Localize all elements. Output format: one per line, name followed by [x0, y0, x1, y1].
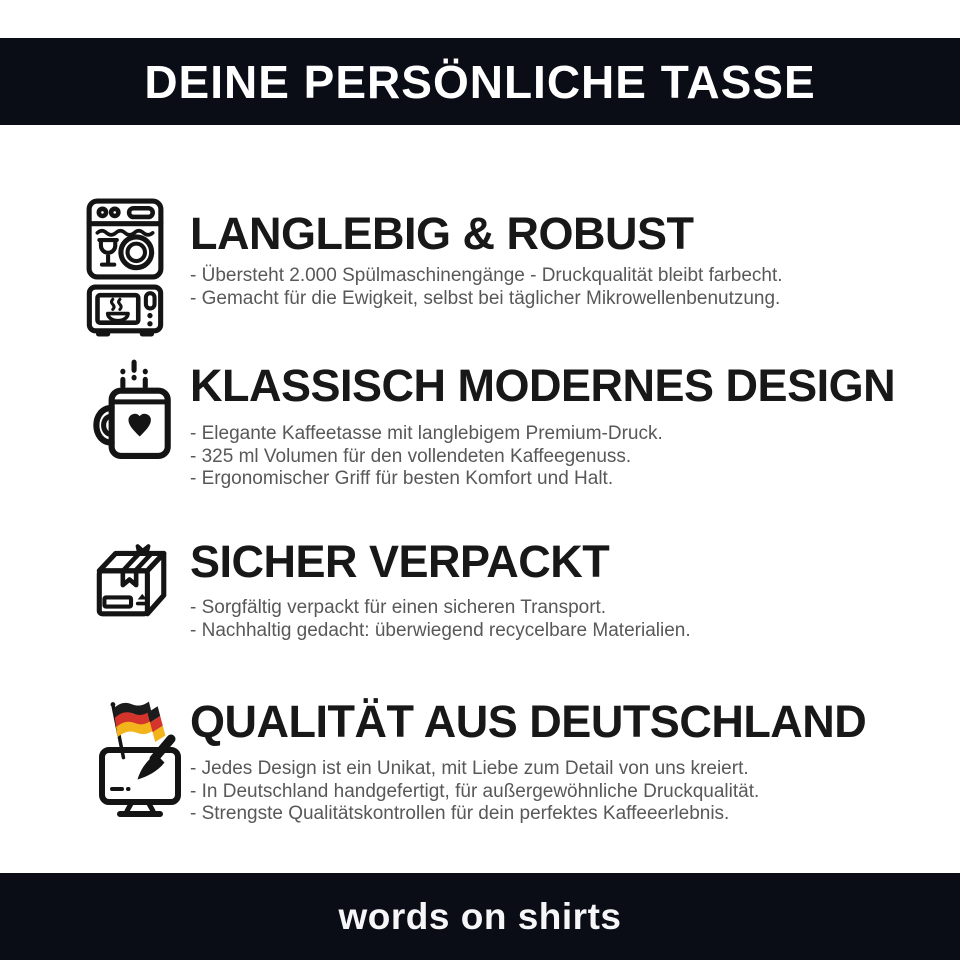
- feature-bullet: - Nachhaltig gedacht: überwiegend recycelbare Materialien.: [190, 619, 691, 641]
- coffee-mug-icon: [86, 356, 190, 462]
- feature-heading: SICHER VERPACKT: [190, 536, 610, 587]
- feature-bullets: [190, 597, 940, 641]
- feature-bullet: - Sorgfältig verpackt für einen sicheren Transport.: [190, 597, 607, 618]
- feature-text: [190, 356, 940, 491]
- shipping-box-icon: [86, 538, 190, 622]
- feature-bullet: - Ergonomischer Griff für besten Komfort und Halt.: [190, 468, 614, 489]
- feature-text: [190, 696, 940, 826]
- feature-bullets: [190, 758, 940, 825]
- feature-heading: QUALITÄT AUS DEUTSCHLAND: [190, 696, 867, 747]
- feature-bullet: - Übersteht 2.000 Spülmaschinengänge - Druckqualität bleibt farbecht.: [190, 265, 783, 286]
- brand-logo-text: words on shirts: [338, 895, 622, 937]
- feature-heading: LANGLEBIG & ROBUST: [190, 208, 694, 259]
- feature-bullets: [190, 423, 940, 490]
- mug-with-heart-icon: [86, 356, 174, 462]
- german-flag-design-monitor-icon: [86, 696, 190, 820]
- microwave-icon: [86, 284, 164, 339]
- package-box-icon: [86, 538, 174, 622]
- footer-bar: [0, 873, 960, 960]
- feature-bullet: - 325 ml Volumen für den vollendeten Kaffeegenuss.: [190, 445, 632, 467]
- feature-bullet: - Gemacht für die Ewigkeit, selbst bei täglicher Mikrowellenbenutzung.: [190, 287, 781, 309]
- feature-bullets: [190, 265, 940, 309]
- page-title: DEINE PERSÖNLICHE TASSE: [144, 55, 816, 108]
- header-bar: [0, 38, 960, 125]
- feature-bullet: - Jedes Design ist ein Unikat, mit Liebe zum Detail von uns kreiert.: [190, 758, 749, 779]
- monitor-brush-german-flag-icon: [86, 696, 186, 820]
- dishwasher-icon: [86, 198, 164, 280]
- feature-bullet: - Elegante Kaffeetasse mit langlebigem Premium-Druck.: [190, 423, 663, 444]
- feature-bullet: - Strengste Qualitätskontrollen für dein perfektes Kaffeeerlebnis.: [190, 803, 730, 824]
- feature-bullet: - In Deutschland handgefertigt, für außergewöhnliche Druckqualität.: [190, 780, 760, 802]
- dishwasher-microwave-icon: [86, 198, 190, 339]
- feature-heading: KLASSISCH MODERNES DESIGN: [190, 360, 896, 411]
- feature-text: [190, 538, 940, 642]
- feature-text: [190, 198, 940, 310]
